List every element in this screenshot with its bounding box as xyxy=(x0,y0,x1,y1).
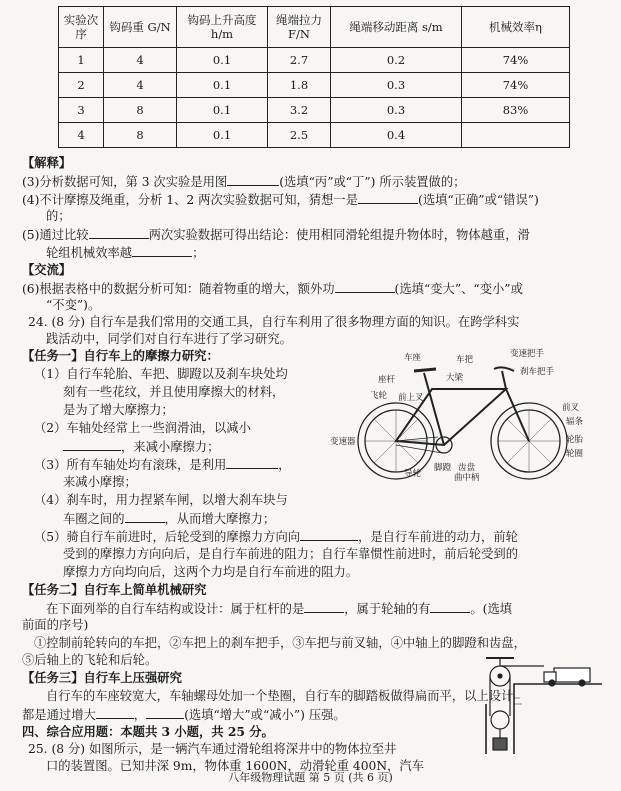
col-header: 绳端拉力 F/N xyxy=(268,7,331,48)
text-span: (选填“增大”或“减小”) 压强。 xyxy=(184,708,346,722)
answer-blank[interactable] xyxy=(63,438,121,451)
cell: 0.2 xyxy=(331,48,462,73)
table-header-row xyxy=(59,7,570,48)
cell: 4 xyxy=(104,73,177,98)
text-span: ， xyxy=(133,708,147,722)
cell: 0.4 xyxy=(331,123,462,148)
section-heading: 【交流】 xyxy=(22,262,72,277)
bike-label-frame: 大梁 xyxy=(446,373,464,383)
section-heading: 【解释】 xyxy=(22,155,72,170)
question-line xyxy=(34,528,518,545)
page-footer: 八年级物理试题 第 5 页 (共 6 页) xyxy=(228,771,393,784)
cell: 3.2 xyxy=(268,98,331,123)
bike-label-pedal: 脚蹬 xyxy=(434,463,452,473)
cell: 74% xyxy=(462,73,570,98)
cell: 2.7 xyxy=(268,48,331,73)
cell: 0.1 xyxy=(177,123,268,148)
text-span: 两次实验数据可得出结论：使用相同滑轮组提升物体时，物体越重，滑 xyxy=(148,228,530,242)
text-span: (选填“变大”、“变小”或 xyxy=(394,282,523,296)
answer-blank[interactable] xyxy=(430,600,470,613)
question-line xyxy=(22,173,465,190)
question-line: ①控制前轮转向的车把，②车把上的刹车把手，③车把与前叉轴，④中轴上的脚蹬和齿盘， xyxy=(34,636,526,650)
cell: 4 xyxy=(59,123,104,148)
question-line xyxy=(22,191,539,208)
answer-blank[interactable] xyxy=(358,191,418,204)
question-line: 刻有一些花纹，并且使用摩擦大的材料， xyxy=(63,385,285,399)
question-line: 前面的序号) xyxy=(22,618,89,632)
cell: 0.3 xyxy=(331,98,462,123)
cell: 2.5 xyxy=(268,123,331,148)
bike-label-crank: 曲中柄 xyxy=(454,473,480,483)
col-header: 钩码上升高度 h/m xyxy=(177,7,268,48)
text-span: （3）所有车轴处均有滚珠，是利用 xyxy=(34,458,227,472)
cell: 74% xyxy=(462,48,570,73)
question-line: 践活动中，同学们对自行车进行了学习研究。 xyxy=(46,332,292,346)
bike-label-guide-wheel: 导轮 xyxy=(404,469,422,479)
section-heading: 【任务三】自行车上压强研究 xyxy=(22,670,182,685)
experiment-table xyxy=(58,6,570,148)
bike-label-derailleur: 变速器 xyxy=(330,437,356,447)
cell: 8 xyxy=(104,98,177,123)
table-row xyxy=(59,48,570,73)
col-header: 实验次序 xyxy=(59,7,104,48)
question-line: 的； xyxy=(46,209,71,223)
answer-blank[interactable] xyxy=(300,528,358,541)
question-line: 受到的摩擦力方向向后，是自行车前进的阻力；自行车靠惯性前进时，前后轮受到的 xyxy=(63,547,518,561)
text-span: (选填“丙”或“丁”) 所示装置做的； xyxy=(279,175,466,189)
text-span: ，来减小摩擦力； xyxy=(121,440,220,454)
question-line xyxy=(22,280,523,297)
cell: 3 xyxy=(59,98,104,123)
bike-label-seat: 车座 xyxy=(404,353,422,363)
section-heading: 【任务一】自行车上的摩擦力研究： xyxy=(22,348,219,363)
question-line: 来减小摩擦； xyxy=(63,475,137,489)
bike-label-rim: 轮圈 xyxy=(566,449,584,459)
answer-blank[interactable] xyxy=(132,244,192,257)
text-span: 车圈之间的 xyxy=(63,512,125,526)
text-span: （2）车轴处经常上一些润滑油，以减小 xyxy=(34,421,251,435)
answer-blank[interactable] xyxy=(226,456,278,469)
bike-label-handlebar: 车把 xyxy=(456,355,474,365)
question-line: 25. (8 分) 如图所示，是一辆汽车通过滑轮组将深井中的物体拉至井 xyxy=(28,742,397,756)
cell xyxy=(462,123,570,148)
text-span: ，属于轮轴的有 xyxy=(344,602,431,616)
bike-label-shift-lever: 变速把手 xyxy=(510,349,545,359)
question-line xyxy=(46,600,512,617)
pulley-system-icon xyxy=(484,654,604,756)
text-span: ，从而增大摩擦力； xyxy=(164,512,276,526)
question-line: ⑤后轴上的飞轮和后轮。 xyxy=(22,653,158,667)
col-header: 钩码重 G/N xyxy=(104,7,177,48)
question-line: （1）自行车轮胎、车把、脚蹬以及刹车块处均 xyxy=(34,367,288,381)
bike-label-spoke: 辐条 xyxy=(566,417,584,427)
text-span: (5)通过比较 xyxy=(22,228,89,242)
question-line: “不变”)。 xyxy=(46,298,101,312)
cell: 2 xyxy=(59,73,104,98)
section-heading: 【任务二】自行车上简单机械研究 xyxy=(22,582,207,597)
question-line: （4）刹车时，用力捏紧车闸，以增大刹车块与 xyxy=(34,493,288,507)
cell: 0.3 xyxy=(331,73,462,98)
cell: 0.1 xyxy=(177,98,268,123)
bike-label-front-fork: 前叉 xyxy=(562,403,580,413)
section-heading: 四、综合应用题：本题共 3 小题，共 25 分。 xyxy=(22,724,274,739)
cell: 8 xyxy=(104,123,177,148)
answer-blank[interactable] xyxy=(89,226,149,239)
question-line xyxy=(22,226,530,243)
answer-blank[interactable] xyxy=(304,600,344,613)
pulley-diagram xyxy=(484,654,604,756)
question-line xyxy=(34,420,251,436)
cell: 1.8 xyxy=(268,73,331,98)
text-span: 。(选填 xyxy=(470,602,513,616)
bike-label-brake-lever: 刹车把手 xyxy=(520,367,555,377)
answer-blank[interactable] xyxy=(146,706,184,719)
table-row xyxy=(59,98,570,123)
question-line: 24. (8 分) 自行车是我们常用的交通工具，自行车利用了很多物理方面的知识。在跨学科实 xyxy=(28,315,520,329)
cell: 0.1 xyxy=(177,73,268,98)
table-row xyxy=(59,123,570,148)
bike-label-seatpost: 座杆 xyxy=(378,375,396,385)
answer-blank[interactable] xyxy=(227,173,279,186)
cell: 83% xyxy=(462,98,570,123)
col-header: 机械效率η xyxy=(462,7,570,48)
text-span: 都是通过增大 xyxy=(22,708,96,722)
table-row xyxy=(59,73,570,98)
bike-label-chainring: 齿盘 xyxy=(458,463,476,473)
col-header: 绳端移动距离 s/m xyxy=(331,7,462,48)
text-span: (6)根据表格中的数据分析可知：随着物重的增大，额外功 xyxy=(22,282,335,296)
text-span: (3)分析数据可知，第 3 次实验是用图 xyxy=(22,175,228,189)
cell: 4 xyxy=(104,48,177,73)
cell: 0.1 xyxy=(177,48,268,73)
question-line xyxy=(22,706,346,723)
text-span: （5）骑自行车前进时，后轮受到的摩擦力方向向 xyxy=(34,530,301,544)
text-span: (选填“正确”或“错误”) xyxy=(418,193,539,207)
question-line xyxy=(63,438,219,455)
text-span: 轮组机械效率越 xyxy=(46,246,133,260)
text-span: 在下面列举的自行车结构或设计：属于杠杆的是 xyxy=(46,602,305,616)
answer-blank[interactable] xyxy=(96,706,134,719)
text-span: (4)不计摩擦及绳重，分析 1、2 两次实验数据可知，猜想一是 xyxy=(22,193,359,207)
question-line: 口的装置图。已知井深 9m，物体重 1600N，动滑轮重 400N，汽车 xyxy=(46,759,425,773)
question-line xyxy=(46,244,204,261)
answer-blank[interactable] xyxy=(335,280,395,293)
question-line: （3）所有车轴处均有滚珠，是利用 ， xyxy=(34,458,291,472)
bike-label-front-fork-top: 前上叉 xyxy=(398,393,424,403)
bicycle-diagram xyxy=(330,349,596,483)
answer-blank[interactable] xyxy=(125,510,165,523)
question-line: 自行车的车座较宽大，车轴螺母处加一个垫圈，自行车的脚踏板做得扁而平，以上设计 xyxy=(46,689,514,703)
question-line xyxy=(63,510,275,527)
text-span: ，是自行车前进的动力，前轮 xyxy=(358,530,518,544)
text-span: ； xyxy=(192,246,205,260)
bike-label-flywheel: 飞轮 xyxy=(370,391,388,401)
question-line: 摩擦力方向均向后，这两个力均是自行车前进的阻力。 xyxy=(63,565,359,579)
bike-label-tire: 轮胎 xyxy=(566,435,584,445)
question-line: 是为了增大摩擦力； xyxy=(63,403,174,417)
cell: 1 xyxy=(59,48,104,73)
